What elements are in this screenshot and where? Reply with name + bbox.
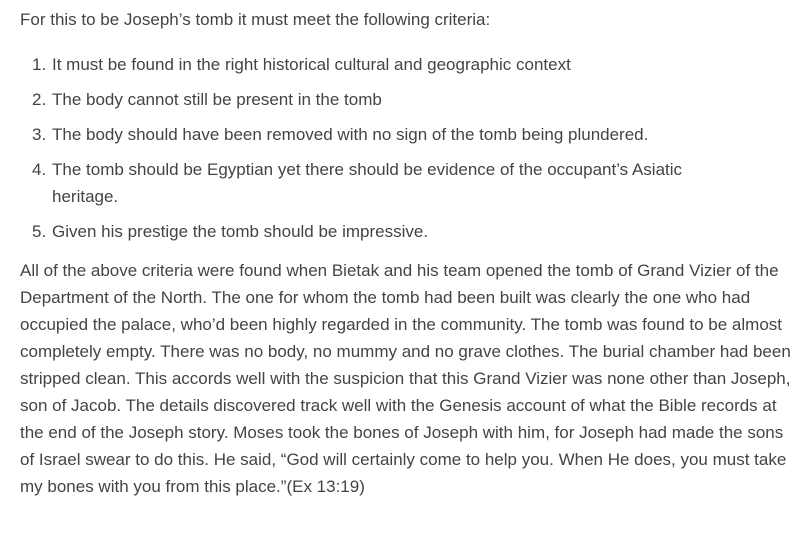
body-paragraph: All of the above criteria were found when Bietak and his team opened the tomb of Grand Vizier of the Department of the North. The one for whom the tomb had been built was clearly the one who had occupied the palace, who’d been highly regarded in the community. The tomb was found to be almost completely empty. There was no body, no mummy and no grave clothes. The burial chamber had been stripped clean. This accords well with the suspicion that this Grand Vizier was none other than Joseph, son of Jacob. The details discovered track well with the Genesis account of what the Bible records at the end of the Joseph story. Moses took the bones of Joseph with him, for Joseph had made the sons of Israel swear to do this. He said, “God will certainly come to help you. When He does, you must take my bones with you from this place.”(Ex 13:19): [20, 261, 791, 496]
criteria-item-text: The body cannot still be present in the tomb: [52, 90, 382, 109]
criteria-item-number: 1.: [32, 55, 47, 74]
criteria-item: [32, 86, 795, 113]
criteria-item: [32, 121, 795, 148]
criteria-item-number: 5.: [32, 222, 47, 241]
criteria-list: [20, 51, 795, 245]
criteria-item: [32, 156, 795, 210]
criteria-item-text: The tomb should be Egyptian yet there should be evidence of the occupant’s Asiatic heritage.: [52, 160, 683, 206]
criteria-item-text: The body should have been removed with no sign of the tomb being plundered.: [52, 125, 649, 144]
criteria-item-number: 2.: [32, 90, 47, 109]
criteria-item-number: 4.: [32, 160, 47, 179]
criteria-item-number: 3.: [32, 125, 47, 144]
criteria-item: [32, 51, 795, 78]
intro-text: For this to be Joseph’s tomb it must meet the following criteria:: [20, 10, 491, 29]
criteria-item-text: Given his prestige the tomb should be impressive.: [52, 222, 429, 241]
criteria-item: [32, 218, 795, 245]
criteria-item-text: It must be found in the right historical cultural and geographic context: [52, 55, 571, 74]
